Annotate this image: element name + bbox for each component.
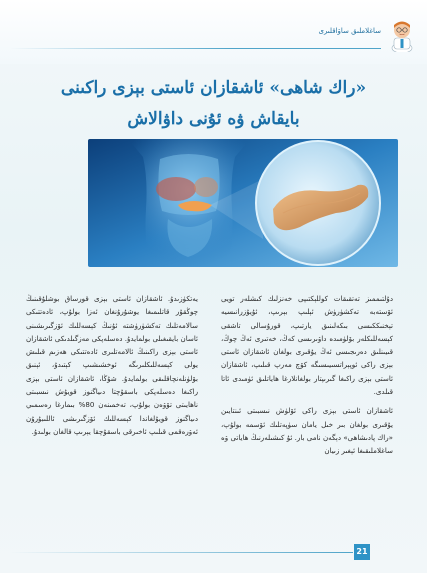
article-title-line-2: بايقاش ۋە ئۇنى داۋالاش [127,109,300,129]
liver [156,177,196,201]
doctor-mascot-icon [387,18,417,52]
right-text-column [221,292,393,458]
paragraph: دۇلتىممىز تەتقىقات كوللېكتىپى خەنزلىك كىشلەر تويى ئۆستەبە تەكشۈرۈش ئېلىپ بېرىپ، ئۇيۇزرانىسيە تېخنىككىسى بىكەلىنىق يارتىپ، قورۇسالى تاشقى كېسەللىكلەر بۆلۈمىدە داۋىرىسى كەڭ، خەتىرى ئەڭ چوڭ، قىيىنلىق دەرىجىسى ئەڭ يۇقىرى بولغان ئاشقازان ئاستى بېزى راكى ئوپېراتسىيىسىگە كۆچ مەرپ قىلىپ، ئاشقازان ئاستى بېزى راكىغا گىرىپتار بولغانلارغا ھاياتلىق ئۈمىدى ئاتا قىلدى. [221,294,393,397]
footer-divider [10,552,353,553]
left-text-column [26,292,198,438]
pancreas-illustration [88,139,398,267]
paragraph: ئاشقازان ئاستى بېزى راكى ئۆلۈش نىسبىتى ئىنتايىن يۇقىرى بولغان بىر خىل يامان سۈپەتلىك ئۆسمە بولۇپ، «راك پادىشاھى» دېگەن نامى بار. ئۇ كىشىلەرنىڭ ھاياتى ۋە ساغلاملىقىغا ئېغىر زىيان [221,406,393,456]
article-title-line-1: «راك شاھى» ئاشقازان ئاستى بېزى راكىنى [60,78,367,98]
paragraph: يەتكۈزىدۇ. ئاشقازان ئاستى بېزى قورساق بوشلۇقىنىڭ چوڭقۇر قاتلىمىغا يوشۇرۇنغان ئەزا بولۇپ، ئادەتتىكى سالامەتلىك تەكشۈرۈشتە ئۇنىڭ كېسەللىك ئۆزگىرىشىنى ئاسان بايقىغىلى بولمايدۇ. دەسلەپكى مەزگىلدىكى ئاشقازان ئاستى بېزى راكىنىڭ ئالامەتلىرى ئادەتتىكى ھەزىم قىلىش يولى كېسەللىكلىرىگە ئوخشىشىپ كېتىدۇ، ئېنىق بۆلۈنلەنچاقلىقى بولمايدۇ. شۇڭا، ئاشقازان ئاستى بېزى راكىغا دەسلەپكى باسقۇچتا دىياگنوز قويۇش نىسبىتى ناھايىتى تۆۋەن بولۇپ، تەخمىنەن 80% بىمارغا رەسمىي دىياگنوز قويۇلغاندا كېسەللىك ئۆزگىرىشى ئاللىبۇرۇن ئەۋرەقمى قىلىپ ئاخىرقى باسقۇچقا يېرىپ قالغان بولىدۇ. [26,294,198,436]
stomach [194,177,218,197]
section-label: ساغلاملىق ساۋاقلىرى [318,27,381,35]
header-divider [10,48,381,49]
page-number: 21 [354,544,370,560]
